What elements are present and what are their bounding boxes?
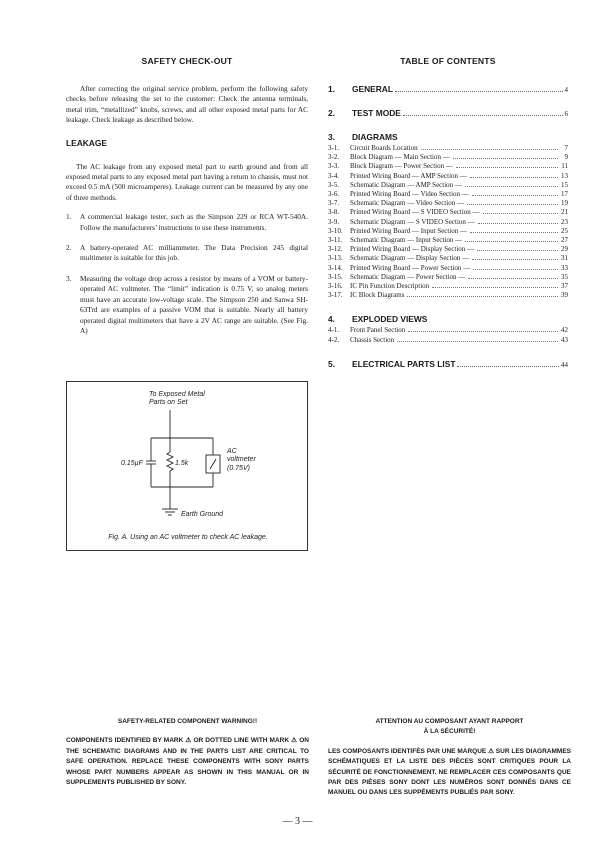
table-of-contents: [328, 56, 568, 369]
toc-item-number: 3-9.: [328, 217, 340, 226]
toc-section-number: 1.: [328, 84, 335, 94]
leader-dots: [468, 278, 558, 279]
toc-page-number: 13: [561, 171, 568, 180]
toc-section-label: TEST MODE: [352, 108, 401, 118]
toc-item[interactable]: [328, 273, 568, 282]
toc-page-number: 44: [561, 360, 568, 369]
toc-item[interactable]: [328, 144, 568, 153]
leader-dots: [456, 167, 558, 168]
toc-item-label: Printed Wiring Board — Power Section —: [350, 263, 471, 272]
toc-item-label: IC Block Diagrams: [350, 291, 405, 300]
toc-item[interactable]: [328, 282, 568, 291]
toc-page-number: 25: [561, 226, 568, 235]
toc-section-number: 2.: [328, 108, 335, 118]
warning-title: ATTENTION AU COMPOSANT AYANT RAPPORT À LA SÉCURITÉ!: [375, 718, 524, 736]
warning-body: LES COMPOSANTS IDENTIFÉS PAR UNE MARQUE ⚠ SUR LES DIAGRAMMES SCHÉMATIQUES ET LA LISTE DES PIÈCES SONT CRITIQUES POUR LA SÉCURITÉ DE FONCTIONNEMENT. NE REMPLACER CES COMPOSANTS QUE PAR DES PIÈSES SONY DONT LES NUMÉROS SONT DONNÉS DANS CE MANUEL OU DANS LES SUPPÉMENTS PUBLIÉS PAR SONY.: [328, 747, 571, 797]
toc-item[interactable]: [328, 218, 568, 227]
leader-dots: [453, 158, 558, 159]
toc-item[interactable]: [328, 208, 568, 217]
toc-page-number: 31: [561, 254, 568, 263]
toc-item-label: Schematic Diagram — Input Section —: [350, 236, 463, 245]
toc-item[interactable]: [328, 162, 568, 171]
toc-item-number: 3-2.: [328, 153, 340, 162]
toc-section-number: 4.: [328, 314, 335, 325]
toc-item[interactable]: [328, 291, 568, 300]
leader-dots: [470, 232, 558, 233]
toc-item[interactable]: [328, 326, 568, 335]
list-item: [66, 274, 308, 336]
list-item-text: Measuring the voltage drop across a resistor by means of a VOM or battery-operated AC voltmeter. The “limit” indication is 0.75 V, so analog meters must have an accurate low-voltage scale. The Simpson 250 and Sanwa SH-63Trd are examples of a passive VOM that is suitable. Nearly all battery operated digital multimeters that have a 2V AC range are suitable. (See Fig. A): [80, 273, 308, 335]
resistor-zigzag: [167, 452, 173, 471]
toc-exploded-items: [328, 326, 568, 344]
toc-diagram-items: [328, 144, 568, 300]
toc-item-label: Printed Wiring Board — Display Section —: [350, 245, 475, 254]
toc-section-exploded-views: [328, 314, 568, 324]
toc-page-number: 27: [561, 236, 568, 245]
toc-item-number: 3-8.: [328, 208, 340, 217]
toc-item-number: 3-1.: [328, 144, 340, 152]
toc-section-number: 5.: [328, 358, 335, 369]
toc-item[interactable]: [328, 172, 568, 181]
leakage-heading: LEAKAGE: [66, 137, 107, 148]
leader-dots: [483, 213, 558, 214]
leader-dots: [478, 223, 558, 224]
leader-dots: [472, 195, 558, 196]
toc-page-number: 23: [561, 217, 568, 226]
leader-dots: [397, 341, 558, 342]
warning-body: COMPONENTS IDENTIFIED BY MARK ⚠ OR DOTTED LINE WITH MARK ⚠ ON THE SCHEMATIC DIAGRAMS AND IN THE PARTS LIST ARE CRITICAL TO SAFE OPERATION. REPLACE THESE COMPONENTS WITH SONY PARTS WHOSE PART NUMBERS APPEAR AS SHOWN IN THIS MANUAL OR IN SUPPLEMENTS PUBLISHED BY SONY.: [66, 737, 309, 787]
toc-page-number: 7: [564, 144, 568, 152]
list-item-text: A battery-operated AC milliammeter. The Data Precision 245 digital multimeter is suitable for this job.: [80, 243, 308, 263]
toc-item-number: 3-16.: [328, 282, 343, 291]
list-item-number: 3.: [66, 273, 72, 283]
figure-caption: Fig. A. Using an AC voltmeter to check AC leakage.: [108, 534, 268, 541]
capacitor-label: 0.15µF: [121, 460, 143, 467]
leader-dots: [470, 177, 558, 178]
toc-section-general[interactable]: [328, 84, 568, 94]
toc-item-label: Chassis Section: [350, 335, 395, 344]
toc-item-label: Printed Wiring Board — Input Section —: [350, 226, 468, 235]
toc-page-number: 33: [561, 263, 568, 272]
toc-title: TABLE OF CONTENTS: [400, 56, 496, 66]
toc-page-number: 29: [561, 245, 568, 254]
toc-item[interactable]: [328, 254, 568, 263]
leader-dots: [465, 241, 558, 242]
toc-page-number: 9: [564, 153, 568, 162]
toc-section-diagrams: [328, 132, 568, 142]
toc-item[interactable]: [328, 153, 568, 162]
toc-section-test-mode[interactable]: [328, 108, 568, 118]
safety-warning-french: [328, 717, 571, 799]
toc-item-number: 4-1.: [328, 326, 340, 335]
toc-item[interactable]: [328, 181, 568, 190]
toc-page-number: 37: [561, 282, 568, 291]
toc-item-number: 3-10.: [328, 226, 343, 235]
toc-item-label: Schematic Diagram — Power Section —: [350, 272, 466, 281]
page-number: — 3 —: [282, 816, 313, 827]
leader-dots: [477, 250, 558, 251]
toc-item[interactable]: [328, 336, 568, 345]
toc-item-number: 3-15.: [328, 272, 343, 281]
toc-item[interactable]: [328, 245, 568, 254]
resistor-label: 1.5k: [175, 460, 189, 467]
list-item: [66, 243, 308, 264]
toc-page-number: 17: [561, 190, 568, 199]
safety-warning-english: [66, 717, 309, 788]
toc-item[interactable]: [328, 236, 568, 245]
leader-dots: [467, 204, 558, 205]
safety-checkout-column: [66, 56, 308, 346]
toc-item-label: IC Pin Function Description: [350, 282, 430, 291]
toc-section-label: GENERAL: [352, 84, 393, 94]
toc-section-number: 3.: [328, 132, 335, 142]
toc-item-label: Block Diagram — Power Section —: [350, 162, 453, 171]
toc-item-label: Schematic Diagram — Display Section —: [350, 254, 470, 263]
toc-page-number: 39: [561, 291, 568, 300]
toc-section-parts-list[interactable]: [328, 359, 568, 369]
safety-checkout-title: SAFETY CHECK-OUT: [141, 56, 233, 66]
toc-item-number: 3-17.: [328, 291, 343, 300]
list-item-number: 1.: [66, 212, 72, 222]
leader-dots: [473, 269, 558, 270]
toc-item-number: 3-3.: [328, 162, 340, 171]
toc-item-number: 3-6.: [328, 190, 340, 199]
toc-page-number: 15: [561, 180, 568, 189]
toc-item-label: Printed Wiring Board — S VIDEO Section —: [350, 208, 480, 217]
warning-title: SAFETY-RELATED COMPONENT WARNING!!: [117, 718, 258, 725]
toc-item[interactable]: [328, 264, 568, 273]
leader-dots: [421, 149, 558, 150]
toc-item[interactable]: [328, 227, 568, 236]
figure-a-box: [66, 381, 308, 551]
toc-page-number: 4: [564, 86, 568, 94]
leakage-paragraph: The AC leakage from any exposed metal part to earth ground and from all exposed metal parts to any exposed metal part having a return to chassis, must not exceed 0.5 mA (500 microamperes). Leakage current can be measured by any one of three methods.: [66, 161, 308, 202]
toc-page-number: 19: [561, 199, 568, 208]
toc-item-number: 3-14.: [328, 263, 343, 272]
leader-dots: [465, 186, 558, 187]
toc-item-label: Circuit Boards Location: [350, 144, 418, 152]
toc-item-label: Block Diagram — Main Section —: [350, 153, 450, 162]
figure-label-top: To Exposed Metal Parts on Set: [149, 391, 205, 407]
toc-page-number: 21: [561, 208, 568, 217]
leader-dots: [457, 366, 559, 367]
leader-dots: [408, 331, 558, 332]
toc-page-number: 11: [561, 162, 568, 171]
toc-page-number: 42: [561, 326, 568, 335]
toc-item-number: 3-7.: [328, 199, 340, 208]
safety-intro-paragraph: After correcting the original service problem, perform the following safety checks before releasing the set to the customer: Check the antenna terminals, metal trim, “metallized” knobs, screws, and all other exposed metal parts for AC leakage. Check leakage as described below.: [66, 84, 308, 125]
toc-item-label: Schematic Diagram — S VIDEO Section —: [350, 217, 475, 226]
list-item-number: 2.: [66, 243, 72, 253]
toc-item-label: Printed Wiring Board — AMP Section —: [350, 171, 467, 180]
toc-section-label: DIAGRAMS: [352, 132, 398, 142]
voltmeter-label: AC voltmeter (0.75V): [227, 448, 256, 472]
toc-item-number: 4-2.: [328, 335, 340, 344]
toc-section-label: ELECTRICAL PARTS LIST: [352, 358, 456, 369]
toc-item-number: 3-12.: [328, 245, 343, 254]
toc-item[interactable]: [328, 199, 568, 208]
ground-label: Earth Ground: [181, 511, 224, 518]
voltmeter-needle: [210, 459, 216, 469]
toc-page-number: 6: [564, 110, 568, 118]
leader-dots: [395, 91, 563, 92]
leader-dots: [407, 296, 558, 297]
toc-item-label: Front Panel Section: [350, 326, 406, 335]
leader-dots: [403, 115, 563, 116]
leader-dots: [432, 287, 558, 288]
list-item: [66, 212, 308, 233]
toc-item-label: Schematic Diagram — AMP Section —: [350, 180, 462, 189]
list-item-text: A commercial leakage tester, such as the Simpson 229 or RCA WT-540A. Follow the manufacturers’ instructions to use these instruments.: [80, 212, 308, 232]
toc-item-label: Schematic Diagram — Video Section —: [350, 199, 464, 208]
toc-item-number: 3-11.: [328, 236, 343, 245]
toc-page-number: 35: [561, 272, 568, 281]
toc-item[interactable]: [328, 190, 568, 199]
toc-page-number: 43: [561, 335, 568, 344]
leader-dots: [472, 259, 558, 260]
toc-item-number: 3-4.: [328, 171, 340, 180]
toc-item-label: Printed Wiring Board — Video Section —: [350, 190, 469, 199]
toc-item-number: 3-13.: [328, 254, 343, 263]
toc-section-label: EXPLODED VIEWS: [352, 314, 428, 325]
method-list: [66, 212, 308, 336]
toc-item-number: 3-5.: [328, 180, 340, 189]
